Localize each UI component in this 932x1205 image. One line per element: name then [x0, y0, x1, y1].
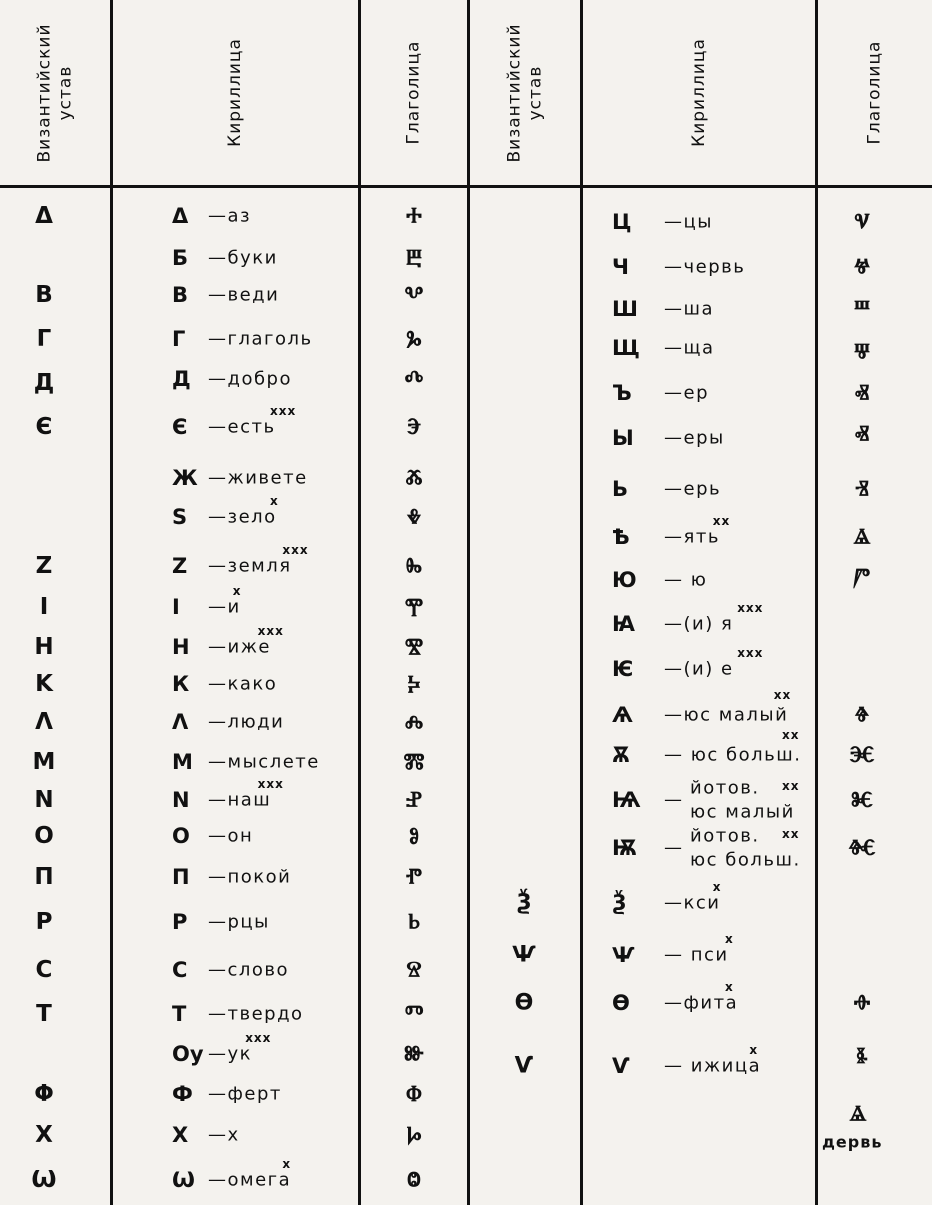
byzantine-letter-left: Є [35, 414, 53, 440]
glagolitic-letter-left: Ⱅ [404, 1001, 424, 1027]
cyrillic-letter-right: Ъ [612, 381, 632, 405]
glagolitic-letter-left: Ⰳ [406, 326, 422, 352]
cyrillic-letter-right: Ѯ [612, 891, 627, 915]
glagolitic-letter-left: Ⰹ [404, 594, 424, 620]
footnote-mark: x [282, 1157, 292, 1171]
cyrillic-letter-right: Ѵ [612, 1054, 630, 1078]
cyrillic-letter-left: Ж [172, 466, 198, 490]
cyrillic-letter-right: Ѩ [612, 788, 641, 812]
cyrillic-name-left: —иже [208, 636, 271, 658]
cyrillic-name-right: —кси [664, 892, 721, 914]
glagolitic-letter-left: Ⰽ [407, 671, 421, 697]
cyrillic-name-right: —еры [664, 427, 725, 449]
glagolitic-letter-right: Ⱛ [856, 1043, 868, 1069]
cyrillic-name-right: — пси [664, 944, 729, 966]
glagolitic-letter-right: Ⱘ [851, 787, 873, 813]
cyrillic-name-left: —ук [208, 1043, 253, 1065]
byzantine-letter-left: M [32, 749, 56, 775]
cyrillic-name-left: —аз [208, 205, 252, 227]
glagolitic-letter-left: Ⰿ [403, 749, 425, 775]
cyrillic-letter-left: N [172, 788, 190, 812]
glagolitic-letter-left: Ⰰ [406, 203, 422, 229]
cyrillic-letter-left: Ѡ [172, 1168, 195, 1192]
glagolitic-letter-left: Ⱂ [405, 864, 423, 890]
byzantine-letter-left: N [34, 787, 54, 813]
glagolitic-letter-right: Ⱎ [853, 296, 871, 322]
cyrillic-name-left: —земля [208, 555, 292, 577]
cyrillic-letter-left: Б [172, 246, 189, 270]
cyrillic-name-left: —како [208, 673, 278, 695]
glagolitic-letter-right: Ⱑ [849, 1101, 867, 1127]
cyrillic-name-left: —покой [208, 866, 292, 888]
header-cyrillic-left: Кириллица [224, 38, 245, 147]
byzantine-letter-left: Γ [36, 326, 52, 352]
cyrillic-letter-left: Оу [172, 1042, 204, 1066]
cyrillic-name-right: йотов. [690, 777, 760, 799]
cyrillic-letter-left: Г [172, 327, 186, 351]
glagolitic-letter-left: Ⰶ [405, 465, 423, 491]
cyrillic-name-right: —(и) я [664, 613, 734, 635]
cyrillic-name-right: —(и) е [664, 658, 734, 680]
byzantine-letter-right: Ѳ [514, 990, 534, 1016]
cyrillic-letter-left: Ζ [172, 554, 188, 578]
header-byzantine-left: Византийский устав [34, 23, 75, 162]
cyrillic-name-left: —и [208, 596, 241, 618]
glagolitic-letter-right: Ⱗ [849, 742, 875, 768]
byzantine-letter-left: Ρ [35, 909, 53, 935]
glagolitic-letter-left: Ⰲ [404, 282, 424, 308]
glagolitic-word: дервь [822, 1132, 883, 1152]
footnote-mark: xx [712, 514, 731, 528]
glagolitic-letter-left: Ⰸ [405, 553, 423, 579]
byzantine-letter-left: Ѡ [31, 1167, 57, 1193]
glagolitic-letter-right: Ⱏ [854, 380, 870, 406]
glagolitic-letter-left: Ⰾ [404, 709, 424, 735]
footnote-mark: xxx [270, 404, 297, 418]
glagolitic-letter-right: Ⱓ [853, 564, 871, 590]
cyrillic-letter-right: Ѫ [612, 743, 630, 767]
footnote-mark: x [749, 1043, 759, 1057]
byzantine-letter-left: Т [36, 1001, 52, 1027]
byzantine-letter-left: I [39, 594, 49, 620]
cyrillic-name-right: юс больш. [690, 849, 801, 871]
header-byzantine-right: Византийский устав [504, 23, 545, 162]
glagolitic-letter-left: Ⰴ [404, 366, 424, 392]
footnote-mark: xx [782, 728, 800, 742]
header-glagolitic-right: Глаголица [864, 40, 885, 145]
cyrillic-letter-right: Ѱ [612, 943, 635, 967]
glagolitic-letter-left: Ⱄ [406, 957, 422, 983]
glagolitic-letter-left: Ⱆ [404, 1041, 424, 1067]
glagolitic-letter-right: Ⱐ [855, 476, 869, 502]
cyrillic-name-left: —мыслете [208, 751, 320, 773]
cyrillic-name-right: — ижица [664, 1055, 762, 1077]
cyrillic-letter-left: О [172, 824, 190, 848]
footnote-mark: xxx [257, 624, 284, 638]
header-divider [0, 185, 932, 188]
cyrillic-name-right: —цы [664, 211, 713, 233]
footnote-mark: xxx [245, 1031, 272, 1045]
glagolitic-letter-left: Ⱉ [407, 1167, 421, 1193]
footnote-mark: xx [782, 779, 800, 793]
footnote-mark: x [270, 494, 279, 508]
cyrillic-name-left: —он [208, 825, 254, 847]
glagolitic-letter-left: Ⰱ [405, 245, 423, 271]
cyrillic-name-right: —ять [664, 526, 720, 548]
cyrillic-letter-right: Ѭ [612, 836, 638, 860]
cyrillic-name-left: —ферт [208, 1083, 282, 1105]
cyrillic-name-right: —ща [664, 337, 715, 359]
cyrillic-name-left: —рцы [208, 911, 270, 933]
cyrillic-name-left: —есть [208, 416, 276, 438]
cyrillic-letter-left: С [172, 958, 188, 982]
glagolitic-letter-left: Ⰺ [404, 634, 424, 660]
cyrillic-letter-right: Ꙗ [612, 612, 635, 636]
byzantine-letter-left: Φ [34, 1081, 54, 1107]
cyrillic-letter-left: S [172, 505, 188, 529]
cyrillic-letter-left: I [172, 595, 180, 619]
cyrillic-name-left: —глаголь [208, 328, 313, 350]
glagolitic-letter-left: Ⰷ [406, 504, 422, 530]
header-glagolitic-left: Глаголица [403, 40, 424, 145]
footnote-mark: xx [773, 688, 792, 702]
glagolitic-letter-left: Ⰵ [406, 414, 422, 440]
cyrillic-letter-right: Ы [612, 426, 634, 450]
cyrillic-letter-right: Ѥ [612, 657, 634, 681]
cyrillic-name-right: —ша [664, 298, 715, 320]
glagolitic-letter-right: Ⱖ [854, 702, 870, 728]
cyrillic-name-left: —живете [208, 467, 308, 489]
header-cyrillic-right: Кириллица [688, 38, 709, 147]
cyrillic-letter-left: М [172, 750, 193, 774]
cyrillic-name-left: —твердо [208, 1003, 304, 1025]
cyrillic-letter-left: В [172, 283, 189, 307]
cyrillic-letter-left: Є [172, 415, 188, 439]
cyrillic-letter-left: Р [172, 910, 188, 934]
footnote-mark: xxx [282, 543, 309, 557]
cyrillic-letter-left: Λ [172, 710, 189, 734]
footnote-mark: x [712, 880, 722, 894]
cyrillic-letter-right: Ш [612, 297, 638, 321]
cyrillic-name-right: юс малый [690, 801, 795, 823]
footnote-mark: x [725, 932, 734, 946]
byzantine-letter-right: Ѯ [516, 890, 532, 916]
byzantine-letter-left: Χ [35, 1122, 53, 1148]
cyrillic-letter-left: Ф [172, 1082, 193, 1106]
byzantine-letter-right: Ѵ [514, 1053, 534, 1079]
byzantine-letter-left: Λ [35, 709, 53, 735]
cyrillic-letter-right: Ц [612, 210, 632, 234]
cyrillic-name-right: —ер [664, 382, 709, 404]
glagolitic-letter-left: Ⱇ [406, 1081, 422, 1107]
glagolitic-letter-right: Ⱌ [854, 209, 870, 235]
byzantine-letter-left: Β [35, 282, 53, 308]
footnote-mark: xxx [257, 777, 284, 791]
cyrillic-letter-right: Ю [612, 568, 637, 592]
glagolitic-letter-right: Ⱍ [853, 254, 871, 280]
glagolitic-letter-left: Ⱀ [405, 787, 423, 813]
footnote-mark: xxx [737, 646, 764, 660]
cyrillic-letter-right: Ѧ [612, 703, 633, 727]
glagolitic-letter-right: Ⱏ [854, 421, 870, 447]
cyrillic-letter-left: Д [172, 367, 191, 391]
cyrillic-letter-right: Ь [612, 477, 629, 501]
cyrillic-name-left: —добро [208, 368, 292, 390]
cyrillic-name-right: йотов. [690, 825, 760, 847]
cyrillic-letter-left: К [172, 672, 190, 696]
byzantine-letter-left: Δ [35, 203, 53, 229]
byzantine-letter-left: K [35, 671, 53, 697]
cyrillic-letter-left: Δ [172, 204, 189, 228]
cyrillic-letter-right: Щ [612, 336, 640, 360]
byzantine-letter-left: С [35, 957, 53, 983]
cyrillic-name-right: —фита [664, 992, 739, 1014]
byzantine-letter-left: Z [35, 553, 53, 579]
cyrillic-letter-left: П [172, 865, 190, 889]
cyrillic-name-right: —юс малый [664, 704, 789, 726]
cyrillic-letter-right: Ѣ [612, 525, 630, 549]
glagolitic-letter-right: Ⱙ [848, 835, 876, 861]
cyrillic-letter-right: Ч [612, 255, 629, 279]
cyrillic-name-right: —ерь [664, 478, 722, 500]
cyrillic-name-left: —омега [208, 1169, 292, 1191]
footnote-mark: x [232, 584, 242, 598]
byzantine-letter-right: Ѱ [512, 942, 536, 968]
cyrillic-name-left: —буки [208, 247, 278, 269]
glagolitic-letter-left: Ⱁ [408, 823, 420, 849]
cyrillic-name-left: —зело [208, 506, 277, 528]
byzantine-letter-left: H [34, 634, 54, 660]
dash: — [664, 837, 684, 859]
glagolitic-letter-left: Ⱈ [406, 1122, 422, 1148]
cyrillic-name-right: —червь [664, 256, 746, 278]
byzantine-letter-left: Д [33, 370, 55, 396]
cyrillic-letter-left: Т [172, 1002, 187, 1026]
glagolitic-letter-right: Ⱚ [853, 990, 871, 1016]
glagolitic-letter-right: Ⱑ [853, 524, 871, 550]
cyrillic-letter-left: Н [172, 635, 190, 659]
glagolitic-letter-right: Ⱋ [853, 339, 871, 365]
glagolitic-letter-left: Ⱃ [408, 909, 420, 935]
cyrillic-name-left: —слово [208, 959, 290, 981]
cyrillic-name-left: —наш [208, 789, 272, 811]
footnote-mark: xx [782, 827, 800, 841]
cyrillic-name-left: —х [208, 1124, 240, 1146]
cyrillic-name-right: — ю [664, 569, 708, 591]
footnote-mark: xxx [737, 601, 764, 615]
cyrillic-name-left: —веди [208, 284, 280, 306]
cyrillic-letter-left: Х [172, 1123, 189, 1147]
cyrillic-letter-right: Ѳ [612, 991, 630, 1015]
byzantine-letter-left: П [34, 864, 54, 890]
cyrillic-name-right: — юс больш. [664, 744, 802, 766]
footnote-mark: x [725, 980, 734, 994]
byzantine-letter-left: O [34, 823, 54, 849]
cyrillic-name-left: —люди [208, 711, 285, 733]
dash: — [664, 789, 684, 811]
